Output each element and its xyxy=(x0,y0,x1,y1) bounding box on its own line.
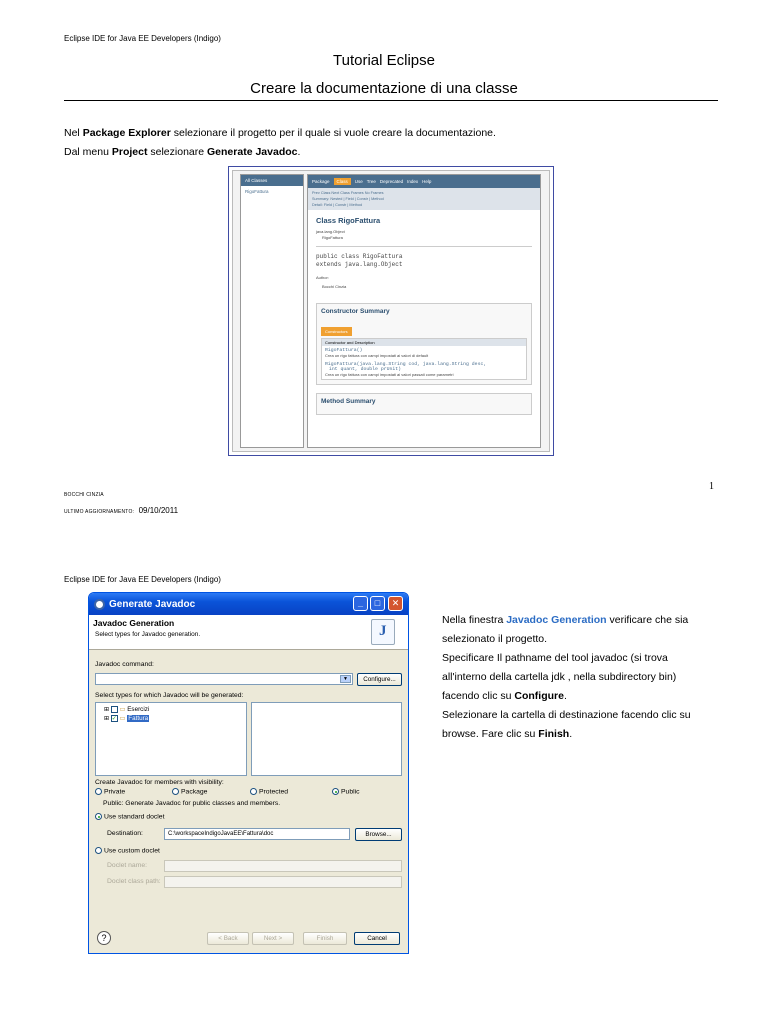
javadoc-generation-term: Javadoc Generation xyxy=(506,614,607,626)
radio-icon[interactable] xyxy=(250,788,257,795)
text-span: . xyxy=(297,146,301,158)
javadoc-screenshot xyxy=(228,166,554,456)
text-line xyxy=(442,611,732,630)
wizard-header xyxy=(89,615,408,650)
class-title: Class RigoFattura xyxy=(316,216,381,225)
visibility-description: Public: Generate Javadoc for public classes and members. xyxy=(103,800,281,807)
radio-private[interactable] xyxy=(95,788,125,795)
javadoc-command-label: Javadoc command: xyxy=(95,661,154,668)
text-line xyxy=(442,687,732,706)
javadoc-browser xyxy=(232,170,550,452)
next-button[interactable]: Next > xyxy=(252,932,294,945)
author-name: Bocchi Cinzia xyxy=(322,283,347,289)
eclipse-icon xyxy=(94,599,105,610)
doclet-class-path-label: Doclet class path: xyxy=(107,878,161,885)
radio-selected-icon[interactable] xyxy=(95,813,102,820)
dialog-title: Generate Javadoc xyxy=(109,598,196,610)
radio-protected[interactable] xyxy=(250,788,288,795)
text-span: . xyxy=(563,690,567,702)
checkbox-checked-icon[interactable]: ✓ xyxy=(111,716,117,722)
table-row xyxy=(322,346,526,360)
chevron-down-icon[interactable]: ▼ xyxy=(340,675,351,683)
text-span: facendo clic su xyxy=(442,690,515,702)
nav-class: Class xyxy=(334,178,351,185)
author-label: Author: xyxy=(316,275,329,280)
radio-package[interactable] xyxy=(172,788,207,795)
radio-icon[interactable] xyxy=(172,788,179,795)
destination-label: Destination: xyxy=(107,830,143,837)
text-line: selezionato il progetto. xyxy=(442,633,548,645)
page-header: Eclipse IDE for Java EE Developers (Indigo) xyxy=(64,34,221,43)
nav-deprecated: Deprecated xyxy=(379,179,404,184)
folder-icon: ▭ xyxy=(119,715,126,723)
title-rule xyxy=(64,100,718,101)
javadoc-command-combo[interactable] xyxy=(95,673,353,685)
text-span: Dal menu xyxy=(64,146,112,158)
configure-button[interactable]: Configure... xyxy=(357,673,402,686)
radio-icon[interactable] xyxy=(95,847,102,854)
radio-public[interactable] xyxy=(332,788,360,795)
radio-label: Private xyxy=(104,788,126,796)
page-number: 1 xyxy=(709,481,714,492)
footer-update-date: 09/10/2011 xyxy=(138,506,179,515)
visibility-label: Create Javadoc for members with visibility: xyxy=(95,779,224,786)
maximize-icon[interactable]: □ xyxy=(370,596,385,611)
text-line: Selezionare la cartella di destinazione facendo clic su xyxy=(442,709,691,721)
wizard-heading: Javadoc Generation xyxy=(93,618,175,628)
constructor-description: Crea un rigo fattura con campi impostati ai valori di default xyxy=(325,353,429,358)
inheritance-class: RigoFattura xyxy=(322,234,343,240)
nav-package: Package xyxy=(312,179,330,184)
doclet-class-path-field[interactable] xyxy=(164,876,402,888)
cancel-button[interactable]: Cancel xyxy=(354,932,400,945)
document-subtitle: Creare la documentazione di una classe xyxy=(250,80,518,97)
generate-javadoc-term: Generate Javadoc xyxy=(207,146,298,158)
expand-icon[interactable]: ⊞ xyxy=(104,707,110,714)
tree-item-label: Fattura xyxy=(128,715,149,723)
close-icon[interactable]: ✕ xyxy=(388,596,403,611)
radio-standard-doclet[interactable] xyxy=(95,813,164,820)
text-span: browse. Fare clic su xyxy=(442,728,539,740)
doclet-name-label: Doclet name: xyxy=(107,862,148,869)
constructor-signature-cont: int quant, double prUnit) xyxy=(329,367,401,372)
radio-label: Protected xyxy=(259,788,289,796)
doclet-name-field[interactable] xyxy=(164,860,402,872)
constructor-description: Crea un rigo fattura con campi impostati ai valori passati come parametri xyxy=(325,372,454,377)
expand-icon[interactable]: ⊞ xyxy=(104,716,110,723)
inheritance-root: java.lang.Object xyxy=(316,229,345,234)
text-span: . xyxy=(569,728,573,740)
tree-item-fattura[interactable] xyxy=(104,715,149,722)
javadoc-main-pane xyxy=(307,174,541,448)
footer-author: BOCCHI CINZIA xyxy=(64,492,104,498)
table-row xyxy=(322,360,526,379)
nav-help: Help xyxy=(422,179,432,184)
constructor-summary-title: Constructor Summary xyxy=(321,308,390,315)
tree-item-esercizi[interactable] xyxy=(104,706,149,713)
constructor-table xyxy=(321,338,527,380)
nav-index: Index xyxy=(407,179,419,184)
text-span: Nel xyxy=(64,127,83,139)
wizard-subheading: Select types for Javadoc generation. xyxy=(95,631,201,638)
javadoc-nav-bar xyxy=(308,175,540,188)
constructors-tab: Constructors xyxy=(321,327,352,336)
nav-tree: Tree xyxy=(366,179,376,184)
javadoc-class-list xyxy=(240,174,304,448)
instructions-text xyxy=(442,611,732,744)
types-label: Select types for which Javadoc will be generated: xyxy=(95,692,244,699)
nav-use: Use xyxy=(354,179,363,184)
text-span: selezionare il progetto per il quale si vuole creare la documentazione. xyxy=(170,127,496,139)
divider xyxy=(316,246,532,247)
radio-custom-doclet[interactable] xyxy=(95,847,160,854)
constructor-signature: RigoFattura(java.lang.String cod, java.lang.String desc, xyxy=(325,362,487,367)
folder-icon: ▭ xyxy=(119,706,126,714)
text-span: selezionare xyxy=(147,146,208,158)
constructor-signature: RigoFattura() xyxy=(325,348,363,353)
class-declaration: public class RigoFattura xyxy=(316,253,403,260)
finish-term: Finish xyxy=(538,728,570,740)
text-span: verificare che sia xyxy=(606,614,689,626)
instruction-line-2 xyxy=(64,143,300,162)
footer-update xyxy=(64,500,178,518)
back-button[interactable]: < Back xyxy=(207,932,249,945)
javadoc-wizard-icon: J xyxy=(371,619,395,645)
method-summary-title: Method Summary xyxy=(321,398,376,405)
destination-field[interactable]: C:\workspaceIndigoJavaEE\Fattura\doc xyxy=(164,828,350,840)
footer-update-label: ULTIMO AGGIORNAMENTO: xyxy=(64,509,135,515)
radio-selected-icon[interactable] xyxy=(332,788,339,795)
package-explorer-term: Package Explorer xyxy=(82,127,171,139)
table-header: Constructor and Description xyxy=(322,339,526,346)
help-icon[interactable]: ? xyxy=(97,931,111,945)
class-extends: extends java.lang.Object xyxy=(316,261,403,268)
minimize-icon[interactable]: _ xyxy=(353,596,368,611)
all-classes-header: All Classes xyxy=(241,175,303,186)
page-header: Eclipse IDE for Java EE Developers (Indigo) xyxy=(64,575,221,584)
radio-icon[interactable] xyxy=(95,788,102,795)
constructor-summary xyxy=(316,303,532,385)
instruction-line-1 xyxy=(64,124,496,143)
radio-label: Use custom doclet xyxy=(104,847,160,855)
generate-javadoc-dialog xyxy=(88,592,409,954)
text-line: all'interno della cartella jdk , nella subdirectory bin) xyxy=(442,671,677,683)
subnav-line: Summary: Nested | Field | Constr | Method xyxy=(312,197,384,201)
finish-button[interactable]: Finish xyxy=(303,932,347,945)
text-span: Nella finestra xyxy=(442,614,507,626)
document-title: Tutorial Eclipse xyxy=(333,52,435,69)
radio-label: Use standard doclet xyxy=(104,813,165,821)
radio-label: Public xyxy=(341,788,360,796)
radio-label: Package xyxy=(181,788,208,796)
class-list-item: RigoFattura xyxy=(245,189,269,194)
configure-term: Configure xyxy=(514,690,564,702)
types-tree[interactable] xyxy=(95,702,247,776)
javadoc-subnav xyxy=(308,188,540,210)
project-menu-term: Project xyxy=(111,146,148,158)
text-line: Specificare Il pathname del tool javadoc (si trova xyxy=(442,652,668,664)
text-line xyxy=(442,725,732,744)
checkbox-icon[interactable] xyxy=(111,706,118,713)
tree-item-label: Esercizi xyxy=(127,706,150,714)
types-member-list[interactable] xyxy=(251,702,402,776)
browse-button[interactable]: Browse... xyxy=(355,828,402,841)
subnav-line: Detail: Field | Constr | Method xyxy=(312,203,363,207)
dialog-titlebar xyxy=(89,593,408,615)
subnav-line: Prev Class Next Class Frames No Frames xyxy=(312,191,384,195)
method-summary xyxy=(316,393,532,415)
